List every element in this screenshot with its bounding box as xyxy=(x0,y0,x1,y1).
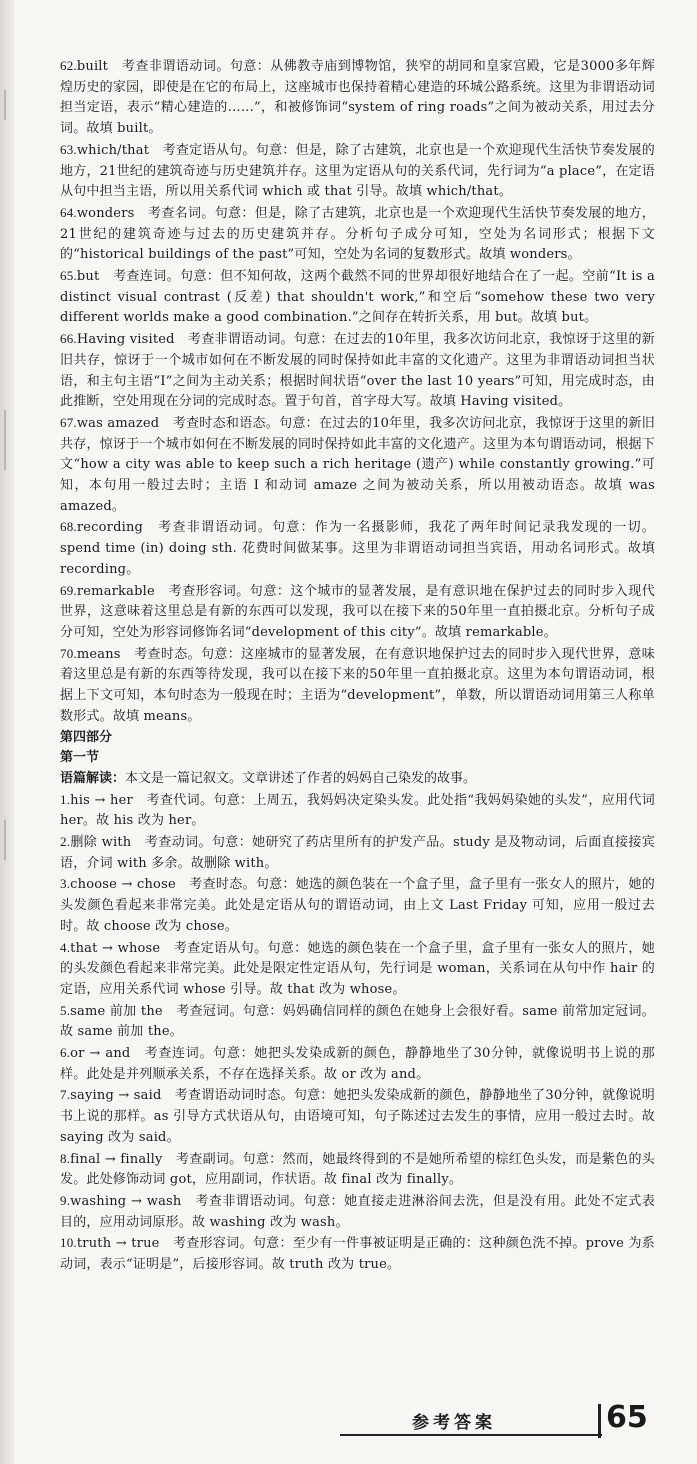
passage-summary xyxy=(60,769,655,790)
summary-text: 本文是一篇记叙文。文章讲述了作者的妈妈自己染发的故事。 xyxy=(125,770,477,786)
answer-entry xyxy=(60,1085,655,1148)
section-heading-part4: 第四部分 xyxy=(60,729,113,745)
answer-number: 6. xyxy=(60,1045,71,1061)
answer-explanation: means 考查时态。句意：这座城市的显著发展，在有意识地保护过去的同时步入现代世界，意味着这里总是有新的东西等待发现，我可以在接下来的50年里一直拍摄北京。这里为本句谓语动词，根据上下文可知，本句时态为一般现在时；主语为“development”，单数，所以谓语动词用第三人称单数形式。故填 means。 xyxy=(60,646,655,724)
answer-explanation: washing → wash 考查非谓语动词。句意：她直接走进淋浴间去洗，但是没有用。此处不定式表目的，应用动词原形。故 washing 改为 wash。 xyxy=(60,1193,655,1230)
footer-title: 参考答案 xyxy=(412,1413,496,1433)
answer-explanation: same 前加 the 考查冠词。句意：妈妈确信同样的颜色在她身上会很好看。same 前常加定冠词。故 same 前加 the。 xyxy=(60,1003,655,1040)
page-footer xyxy=(340,1400,660,1440)
answer-explanation: was amazed 考查时态和语态。句意：在过去的10年里，我多次访问北京，我惊讶于这里的新旧共存，惊讶于一个城市如何在不断发展的同时保持如此丰富的文化遗产。这里为本句谓语动词，根据下文“how a city was able to keep such a rich heritage (遗产) while constantly growing.”可知，本句用一般过去时；主语 I 和动词 amaze 之间为被动关系，所以用被动语态。故填 was amazed。 xyxy=(60,415,655,514)
answer-entry xyxy=(60,517,655,580)
answer-entry xyxy=(60,581,655,644)
footer-divider xyxy=(598,1404,601,1438)
answer-explanation: which/that 考查定语从句。句意：但是，除了古建筑，北京也是一个欢迎现代生活快节奏发展的地方，21世纪的建筑奇迹与历史建筑并存。这里为定语从句的关系代词，先行词为“a place”，在定语从句中担当主语，所以用关系代词 which 或 that 引导。故填 which/that。 xyxy=(60,142,655,200)
answer-entry xyxy=(60,938,655,1001)
answer-entry xyxy=(60,203,655,266)
answer-entry xyxy=(60,644,655,728)
binding-edge xyxy=(0,0,14,1464)
answer-number: 2. xyxy=(60,834,71,850)
answer-number: 63. xyxy=(60,141,77,157)
summary-label: 语篇解读： xyxy=(60,770,126,786)
answer-number: 1. xyxy=(60,791,71,807)
answer-explanation: saying → said 考查谓语动词时态。句意：她把头发染成新的颜色，静静地坐了30分钟，就像说明书上说的那样。as 引导方式状语从句，由语境可知，句子陈述过去发生的事情，应用一般过去时。故 saying 改为 said。 xyxy=(60,1088,655,1145)
answer-entry xyxy=(60,266,655,329)
answer-entry xyxy=(60,1043,655,1085)
answer-explanation: final → finally 考查副词。句意：然而，她最终得到的不是她所希望的棕红色头发，而是紫色的头发。此处修饰动词 got，应用副词，作状语。故 final 改为 finally。 xyxy=(60,1151,655,1188)
answer-explanation: built 考查非谓语动词。句意：从佛教寺庙到博物馆，狭窄的胡同和皇家宫殿，它是3000多年辉煌历史的家园，即使是在它的布局上，这座城市也保持着精心建造的环城公路系统。这里为非谓语动词担当定语，表示“精心建造的……”，和被修饰词“system of ring roads”之间为被动关系，用过去分词。故填 built。 xyxy=(60,59,655,137)
answer-number: 70. xyxy=(60,645,77,661)
answer-explanation: truth → true 考查形容词。句意：至少有一件事被证明是正确的：这种颜色洗不掉。prove 为系动词，表示“证明是”，后接形容词。故 truth 改为 true。 xyxy=(60,1236,655,1273)
answer-entry xyxy=(60,140,655,203)
answer-number: 68. xyxy=(60,519,77,535)
answer-explanation: but 考查连词。句意：但不知何故，这两个截然不同的世界却很好地结合在了一起。空前“It is a distinct visual contrast (反差) that shouldn't work,”和空后“somehow these two very different worlds make a good combination.”之间存在转折关系，用 but。故填 but。 xyxy=(60,269,655,326)
answer-explanation: Having visited 考查非谓语动词。句意：在过去的10年里，我多次访问北京，我惊讶于这里的新旧共存，惊讶于一个城市如何在不断发展的同时保持如此丰富的文化遗产。这里为非谓语动词担当状语，和主句主语“I”之间为主动关系；根据时间状语“over the last 10 years”可知，用完成时态，由此推断，空处用现在分词的完成时态。置于句首，首字母大写。故填 Having visited。 xyxy=(60,332,655,410)
binding-mark xyxy=(4,410,6,470)
page-number: 65 xyxy=(606,1400,648,1435)
answer-content xyxy=(60,56,655,1276)
answer-explanation: remarkable 考查形容词。句意：这个城市的显著发展，是有意识地在保护过去的同时步入现代世界，这意味着这里总是有新的东西可以发现，我可以在接下来的50年里一直拍摄北京。分析句子成分可知，空处为形容词修饰名词“development of this city”。故填 remarkable。 xyxy=(60,583,655,640)
answer-entry xyxy=(60,1191,655,1233)
answer-number: 4. xyxy=(60,939,71,955)
binding-mark xyxy=(4,90,6,120)
footer-rule xyxy=(340,1434,602,1436)
answer-explanation: his → her 考查代词。句意：上周五，我妈妈决定染头发。此处指“我妈妈染她的头发”，应用代词 her。故 his 改为 her。 xyxy=(60,792,655,829)
answer-entry xyxy=(60,790,655,832)
answer-number: 7. xyxy=(60,1087,71,1103)
answer-number: 8. xyxy=(60,1150,71,1166)
answer-entry xyxy=(60,1149,655,1191)
part-three-answers xyxy=(60,56,655,728)
answer-number: 67. xyxy=(60,414,77,430)
answer-entry xyxy=(60,329,655,413)
answer-entry xyxy=(60,56,655,140)
answer-entry xyxy=(60,413,655,518)
answer-explanation: recording 考查非谓语动词。句意：作为一名摄影师，我花了两年时间记录我发现的一切。spend time (in) doing sth. 花费时间做某事。这里为非谓语动词担当宾语，用动名词形式。故填 recording。 xyxy=(60,520,655,577)
answer-number: 69. xyxy=(60,582,77,598)
answer-number: 66. xyxy=(60,331,77,347)
answer-number: 9. xyxy=(60,1192,71,1208)
answer-explanation: wonders 考查名词。句意：但是，除了古建筑，北京也是一个欢迎现代生活快节奏发展的地方，21世纪的建筑奇迹与过去的历史建筑并存。分析句子成分可知，空处为名词形式；根据下文的“historical buildings of the past”可知，空处为名词的复数形式。故填 wonders。 xyxy=(60,205,655,263)
answer-explanation: choose → chose 考查时态。句意：她选的颜色装在一个盒子里，盒子里有一张女人的照片，她的头发颜色看起来非常完美。此处是定语从句的谓语动词，由上文 Last Friday 可知，应用一般过去时。故 choose 改为 chose。 xyxy=(60,877,655,934)
answer-number: 64. xyxy=(60,204,77,220)
answer-explanation: or → and 考查连词。句意：她把头发染成新的颜色，静静地坐了30分钟，就像说明书上说的那样。此处是并列顺承关系，不存在选择关系。故 or 改为 and。 xyxy=(60,1046,655,1082)
answer-explanation: 删除 with 考查动词。句意：她研究了药店里所有的护发产品。study 是及物动词，后面直接接宾语，介词 with 多余。故删除 with。 xyxy=(60,835,655,871)
section-heading-sub: 第一节 xyxy=(60,750,100,766)
answer-number: 5. xyxy=(60,1002,71,1018)
answer-explanation: that → whose 考查定语从句。句意：她选的颜色装在一个盒子里，盒子里有一张女人的照片，她的头发颜色看起来非常完美。此处是限定性定语从句，先行词是 woman，关系词在从句中作 hair 的定语，应用关系代词 whose 引导。故 that 改为 whose。 xyxy=(60,940,655,997)
answer-number: 62. xyxy=(60,58,77,73)
part-four-answers xyxy=(60,790,655,1276)
binding-mark xyxy=(4,820,6,860)
answer-entry xyxy=(60,832,655,874)
answer-number: 10. xyxy=(60,1235,77,1251)
answer-entry xyxy=(60,1233,655,1275)
answer-number: 65. xyxy=(60,268,77,284)
answer-entry xyxy=(60,1001,655,1043)
answer-number: 3. xyxy=(60,876,71,892)
answer-entry xyxy=(60,874,655,937)
